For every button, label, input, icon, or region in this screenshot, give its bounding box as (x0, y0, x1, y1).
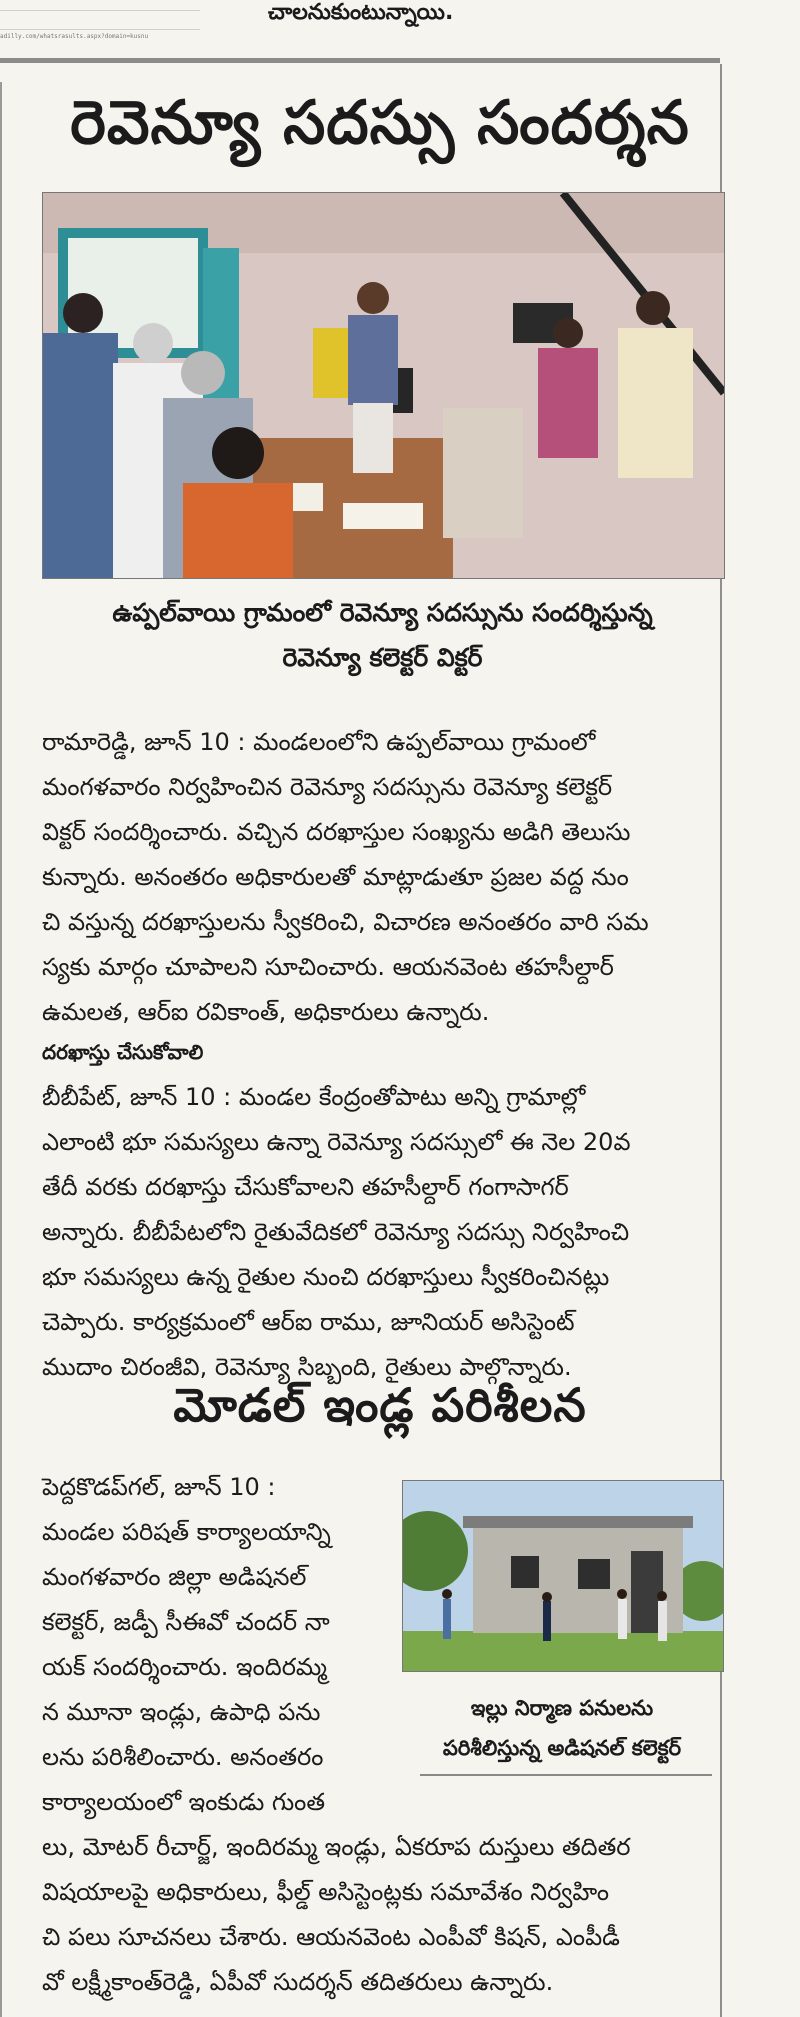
left-column-rule (0, 82, 2, 2017)
caption-line: పరిశీలిస్తున్న అడిషనల్ కలెక్టర్ (442, 1736, 682, 1760)
body-line: ఉమలత, ఆర్ఐ రవికాంత్, అధికారులు ఉన్నారు. (42, 998, 490, 1026)
caption-line: ఉప్పల్‌వాయి గ్రామంలో రెవెన్యూ సదస్సును సందర్శిస్తున్న (112, 598, 653, 627)
article-body-column (42, 1465, 331, 1780)
body-line: మండల పరిషత్ కార్యాలయాన్ని (42, 1518, 331, 1546)
caption-line: ఇల్లు నిర్మాణ పనులను (470, 1696, 654, 1720)
body-line: ఎలాంటి భూ సమస్యలు ఉన్నా రెవెన్యూ సదస్సులో ఈ నెల 20వ (42, 1128, 631, 1156)
photo-illustration (403, 1481, 723, 1671)
body-line: చి వస్తున్న దరఖాస్తులను స్వీకరించి, విచారణ అనంతరం వారి సమ (42, 908, 649, 936)
subhead-apply: దరఖాస్తు చేసుకోవాలి (42, 1040, 204, 1064)
body-line: కార్యాలయంలో ఇంకుడు గుంత (42, 1788, 326, 1816)
body-line: విషయాలపై అధికారులు, ఫీల్డ్ అసిస్టెంట్లకు సమావేశం నిర్వహిం (42, 1878, 610, 1906)
body-line: పెద్దకొడప్‌గల్, జూన్ 10 : (42, 1473, 276, 1501)
headline-revenue-sadassu: రెవెన్యూ సదస్సు సందర్శన (70, 88, 690, 158)
body-line: రామారెడ్డి, జూన్ 10 : మండలంలోని ఉప్పల్‌వాయి గ్రామంలో (42, 728, 596, 756)
source-url: adilly.com/whatsrasults.aspx?domain=kusnu (0, 33, 149, 40)
body-line: లను పరిశీలించారు. అనంతరం (42, 1743, 324, 1771)
photo-caption-model-house (402, 1688, 722, 1768)
faded-text-block (0, 10, 200, 30)
caption-divider (420, 1774, 712, 1776)
body-line: బీబీపేట్, జూన్ 10 : మండల కేంద్రంతోపాటు అన్ని గ్రామాల్లో (42, 1083, 586, 1111)
headline-model-houses: మోడల్ ఇండ్ల పరిశీలన (173, 1378, 587, 1432)
body-line: వో లక్ష్మీకాంత్‌రెడ్డి, ఏపీవో సుదర్శన్ తదితరులు ఉన్నారు. (42, 1968, 554, 1996)
body-line: కలెక్టర్, జడ్పీ సీఈవో చందర్ నా (42, 1608, 330, 1636)
caption-line: రెవెన్యూ కలెక్టర్ విక్టర్ (282, 643, 483, 672)
photo-caption-revenue (42, 590, 723, 680)
body-line: మంగళవారం నిర్వహించిన రెవెన్యూ సదస్సును రెవెన్యూ కలెక్టర్ (42, 773, 613, 801)
body-line: భూ సమస్యలు ఉన్న రైతుల నుంచి దరఖాస్తులు స్వీకరించినట్లు (42, 1263, 610, 1291)
carry-over-text: చాలనుకుంటున్నాయి. (268, 0, 454, 25)
model-house-photo (402, 1480, 724, 1672)
body-line: స్యకు మార్గం చూపాలని సూచించారు. ఆయనవెంట తహసీల్దార్ (42, 953, 614, 981)
body-line: చెప్పారు. కార్యక్రమంలో ఆర్ఐ రాము, జూనియర్ అసిస్టెంట్ (42, 1308, 575, 1336)
body-line: న మూనా ఇండ్లు, ఉపాధి పను (42, 1698, 321, 1726)
body-line: యక్ సందర్శించారు. ఇందిరమ్మ (42, 1653, 327, 1681)
article-body-full (42, 1780, 631, 2005)
article-body-revenue (42, 720, 649, 1035)
body-line: విక్టర్ సందర్శించారు. వచ్చిన దరఖాస్తుల సంఖ్యను అడిగి తెలుసు (42, 818, 631, 846)
top-divider (0, 58, 720, 63)
body-line: లు, మోటర్ రీచార్జ్, ఇందిరమ్మ ఇండ్లు, ఏకరూప దుస్తులు తదితర (42, 1833, 631, 1861)
revenue-meeting-photo (42, 192, 725, 579)
photo-illustration (43, 193, 724, 578)
body-line: మంగళవారం జిల్లా అడిషనల్ (42, 1563, 307, 1591)
article-body-bibipet (42, 1075, 631, 1390)
body-line: చి పలు సూచనలు చేశారు. ఆయనవెంట ఎంపీవో కిషన్, ఎంపీడీ (42, 1923, 620, 1951)
body-line: కున్నారు. అనంతరం అధికారులతో మాట్లాడుతూ ప్రజల వద్ద నుం (42, 863, 629, 891)
body-line: ముదాం చిరంజీవి, రెవెన్యూ సిబ్బంది, రైతులు పాల్గొన్నారు. (42, 1353, 572, 1381)
previous-article-fragment (0, 0, 800, 40)
body-line: తేదీ వరకు దరఖాస్తు చేసుకోవాలని తహసీల్దార్ గంగాసాగర్ (42, 1173, 569, 1201)
body-line: అన్నారు. బీబీపేటలోని రైతువేదికలో రెవెన్యూ సదస్సు నిర్వహించి (42, 1218, 630, 1246)
